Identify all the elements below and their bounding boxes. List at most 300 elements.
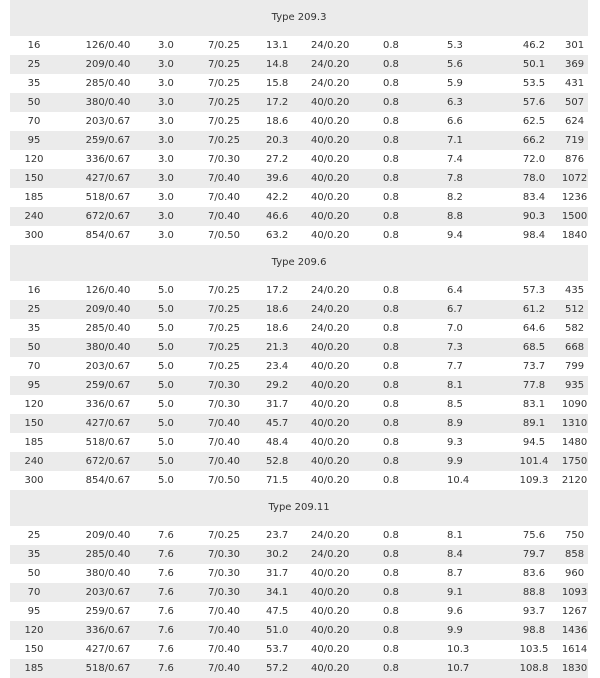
table-cell: 24/0.20 <box>311 545 383 564</box>
table-row <box>10 414 588 433</box>
table-cell: 336/0.67 <box>58 395 158 414</box>
table-cell: 240 <box>10 207 58 226</box>
table-cell: 6.6 <box>447 112 507 131</box>
table-cell: 582 <box>561 319 588 338</box>
table-cell: 7/0.40 <box>208 169 266 188</box>
table-row <box>10 376 588 395</box>
table-cell: 0.8 <box>383 226 447 245</box>
table-cell: 5.3 <box>447 36 507 55</box>
section-title: Type 209.6 <box>10 245 588 281</box>
table-cell: 70 <box>10 112 58 131</box>
table-cell: 3.0 <box>158 169 208 188</box>
table-cell: 10.4 <box>447 471 507 490</box>
table-cell: 95 <box>10 602 58 621</box>
table-cell: 15.8 <box>266 74 311 93</box>
table-row <box>10 640 588 659</box>
table-cell: 209/0.40 <box>58 526 158 545</box>
table-cell: 209/0.40 <box>58 300 158 319</box>
table-cell: 5.0 <box>158 452 208 471</box>
table-cell: 5.0 <box>158 433 208 452</box>
table-cell: 3.0 <box>158 112 208 131</box>
table-cell: 0.8 <box>383 112 447 131</box>
table-cell: 9.1 <box>447 583 507 602</box>
table-cell: 57.2 <box>266 659 311 678</box>
table-cell: 0.8 <box>383 131 447 150</box>
table-cell: 7.6 <box>158 640 208 659</box>
table-cell: 40/0.20 <box>311 207 383 226</box>
table-cell: 24/0.20 <box>311 319 383 338</box>
table-cell: 24/0.20 <box>311 281 383 300</box>
table-cell: 53.5 <box>507 74 561 93</box>
table-cell: 9.3 <box>447 433 507 452</box>
table-row <box>10 169 588 188</box>
table-cell: 935 <box>561 376 588 395</box>
table-cell: 0.8 <box>383 452 447 471</box>
table-cell: 0.8 <box>383 300 447 319</box>
table-cell: 7/0.40 <box>208 659 266 678</box>
table-cell: 23.7 <box>266 526 311 545</box>
table-cell: 7/0.40 <box>208 188 266 207</box>
table-cell: 40/0.20 <box>311 188 383 207</box>
table-cell: 24/0.20 <box>311 55 383 74</box>
section-title: Type 209.3 <box>10 0 588 36</box>
table-cell: 40/0.20 <box>311 621 383 640</box>
table-cell: 0.8 <box>383 395 447 414</box>
table-cell: 35 <box>10 74 58 93</box>
table-cell: 209/0.40 <box>58 55 158 74</box>
table-cell: 40/0.20 <box>311 338 383 357</box>
table-row <box>10 300 588 319</box>
table-cell: 40/0.20 <box>311 471 383 490</box>
table-cell: 203/0.67 <box>58 357 158 376</box>
table-cell: 0.8 <box>383 319 447 338</box>
section-header <box>10 490 588 526</box>
table-cell: 29.2 <box>266 376 311 395</box>
table-cell: 34.1 <box>266 583 311 602</box>
table-row <box>10 150 588 169</box>
table-cell: 435 <box>561 281 588 300</box>
table-cell: 8.9 <box>447 414 507 433</box>
table-row <box>10 112 588 131</box>
table-cell: 39.6 <box>266 169 311 188</box>
table-cell: 40/0.20 <box>311 169 383 188</box>
table-row <box>10 564 588 583</box>
table-cell: 380/0.40 <box>58 93 158 112</box>
table-cell: 83.1 <box>507 395 561 414</box>
table-cell: 799 <box>561 357 588 376</box>
table-body <box>10 0 588 678</box>
table-cell: 98.8 <box>507 621 561 640</box>
table-cell: 2120 <box>561 471 588 490</box>
table-cell: 10.7 <box>447 659 507 678</box>
table-cell: 25 <box>10 300 58 319</box>
table-cell: 68.5 <box>507 338 561 357</box>
table-cell: 876 <box>561 150 588 169</box>
table-cell: 7/0.30 <box>208 376 266 395</box>
table-cell: 7/0.25 <box>208 357 266 376</box>
table-row <box>10 207 588 226</box>
table-cell: 240 <box>10 452 58 471</box>
table-cell: 9.6 <box>447 602 507 621</box>
table-cell: 0.8 <box>383 433 447 452</box>
table-cell: 17.2 <box>266 281 311 300</box>
table-cell: 1236 <box>561 188 588 207</box>
table-cell: 40/0.20 <box>311 583 383 602</box>
table-cell: 25 <box>10 55 58 74</box>
table-cell: 672/0.67 <box>58 207 158 226</box>
table-cell: 8.1 <box>447 526 507 545</box>
table-cell: 35 <box>10 319 58 338</box>
table-cell: 10.3 <box>447 640 507 659</box>
table-row <box>10 226 588 245</box>
table-cell: 9.9 <box>447 452 507 471</box>
table-cell: 16 <box>10 36 58 55</box>
table-cell: 7.7 <box>447 357 507 376</box>
table-cell: 7/0.40 <box>208 621 266 640</box>
table-row <box>10 357 588 376</box>
table-row <box>10 395 588 414</box>
table-cell: 0.8 <box>383 640 447 659</box>
table-cell: 126/0.40 <box>58 36 158 55</box>
table-row <box>10 338 588 357</box>
table-cell: 3.0 <box>158 207 208 226</box>
table-cell: 108.8 <box>507 659 561 678</box>
table-cell: 57.3 <box>507 281 561 300</box>
table-cell: 71.5 <box>266 471 311 490</box>
section-header <box>10 0 588 36</box>
table-cell: 24/0.20 <box>311 300 383 319</box>
table-cell: 7/0.25 <box>208 281 266 300</box>
table-cell: 203/0.67 <box>58 583 158 602</box>
table-cell: 427/0.67 <box>58 414 158 433</box>
table-cell: 518/0.67 <box>58 188 158 207</box>
table-cell: 7/0.30 <box>208 150 266 169</box>
table-cell: 1093 <box>561 583 588 602</box>
table-cell: 0.8 <box>383 188 447 207</box>
table-cell: 14.8 <box>266 55 311 74</box>
table-cell: 24/0.20 <box>311 526 383 545</box>
table-cell: 0.8 <box>383 564 447 583</box>
table-cell: 0.8 <box>383 414 447 433</box>
table-cell: 5.0 <box>158 376 208 395</box>
table-cell: 53.7 <box>266 640 311 659</box>
table-cell: 46.6 <box>266 207 311 226</box>
table-cell: 336/0.67 <box>58 621 158 640</box>
table-cell: 5.9 <box>447 74 507 93</box>
table-cell: 518/0.67 <box>58 433 158 452</box>
table-cell: 31.7 <box>266 564 311 583</box>
table-cell: 7/0.25 <box>208 93 266 112</box>
table-cell: 1830 <box>561 659 588 678</box>
table-cell: 7/0.50 <box>208 226 266 245</box>
table-cell: 285/0.40 <box>58 74 158 93</box>
table-cell: 301 <box>561 36 588 55</box>
table-cell: 672/0.67 <box>58 452 158 471</box>
table-cell: 23.4 <box>266 357 311 376</box>
table-cell: 7.3 <box>447 338 507 357</box>
table-cell: 40/0.20 <box>311 433 383 452</box>
table-cell: 6.4 <box>447 281 507 300</box>
table-cell: 1840 <box>561 226 588 245</box>
table-cell: 259/0.67 <box>58 131 158 150</box>
table-cell: 0.8 <box>383 583 447 602</box>
table-cell: 40/0.20 <box>311 602 383 621</box>
table-cell: 1072 <box>561 169 588 188</box>
table-cell: 7.8 <box>447 169 507 188</box>
table-cell: 719 <box>561 131 588 150</box>
table-cell: 51.0 <box>266 621 311 640</box>
table-cell: 7/0.25 <box>208 131 266 150</box>
table-cell: 8.1 <box>447 376 507 395</box>
table-cell: 25 <box>10 526 58 545</box>
table-cell: 93.7 <box>507 602 561 621</box>
table-cell: 185 <box>10 659 58 678</box>
table-row <box>10 659 588 678</box>
table-cell: 52.8 <box>266 452 311 471</box>
table-cell: 98.4 <box>507 226 561 245</box>
table-cell: 0.8 <box>383 659 447 678</box>
table-cell: 9.9 <box>447 621 507 640</box>
table-cell: 46.2 <box>507 36 561 55</box>
table-cell: 7.6 <box>158 526 208 545</box>
table-cell: 18.6 <box>266 319 311 338</box>
table-cell: 0.8 <box>383 621 447 640</box>
table-cell: 0.8 <box>383 338 447 357</box>
table-cell: 7/0.30 <box>208 564 266 583</box>
table-cell: 259/0.67 <box>58 602 158 621</box>
table-cell: 427/0.67 <box>58 640 158 659</box>
table-cell: 431 <box>561 74 588 93</box>
table-row <box>10 131 588 150</box>
table-cell: 3.0 <box>158 74 208 93</box>
table-cell: 0.8 <box>383 526 447 545</box>
table-cell: 8.8 <box>447 207 507 226</box>
table-cell: 7/0.25 <box>208 36 266 55</box>
table-cell: 7/0.30 <box>208 583 266 602</box>
table-cell: 50.1 <box>507 55 561 74</box>
table-cell: 13.1 <box>266 36 311 55</box>
table-cell: 7.6 <box>158 602 208 621</box>
table-cell: 24/0.20 <box>311 36 383 55</box>
table-row <box>10 55 588 74</box>
table-cell: 8.4 <box>447 545 507 564</box>
table-cell: 95 <box>10 131 58 150</box>
table-cell: 5.0 <box>158 357 208 376</box>
table-cell: 7/0.25 <box>208 112 266 131</box>
table-cell: 854/0.67 <box>58 471 158 490</box>
table-cell: 1267 <box>561 602 588 621</box>
table-cell: 0.8 <box>383 36 447 55</box>
table-cell: 40/0.20 <box>311 659 383 678</box>
table-cell: 7.1 <box>447 131 507 150</box>
table-cell: 75.6 <box>507 526 561 545</box>
table-cell: 336/0.67 <box>58 150 158 169</box>
table-cell: 624 <box>561 112 588 131</box>
table-cell: 64.6 <box>507 319 561 338</box>
table-cell: 94.5 <box>507 433 561 452</box>
table-row <box>10 319 588 338</box>
table-cell: 5.0 <box>158 414 208 433</box>
table-cell: 5.0 <box>158 319 208 338</box>
table-cell: 960 <box>561 564 588 583</box>
table-cell: 7/0.40 <box>208 414 266 433</box>
table-cell: 0.8 <box>383 150 447 169</box>
table-cell: 8.7 <box>447 564 507 583</box>
table-cell: 103.5 <box>507 640 561 659</box>
table-cell: 40/0.20 <box>311 93 383 112</box>
table-cell: 18.6 <box>266 112 311 131</box>
table-cell: 854/0.67 <box>58 226 158 245</box>
table-cell: 0.8 <box>383 207 447 226</box>
table-cell: 7.6 <box>158 583 208 602</box>
table-cell: 66.2 <box>507 131 561 150</box>
table-cell: 5.0 <box>158 395 208 414</box>
table-cell: 150 <box>10 640 58 659</box>
table-cell: 3.0 <box>158 131 208 150</box>
table-cell: 285/0.40 <box>58 319 158 338</box>
table-cell: 78.0 <box>507 169 561 188</box>
section-title: Type 209.11 <box>10 490 588 526</box>
table-cell: 40/0.20 <box>311 150 383 169</box>
table-cell: 7/0.50 <box>208 471 266 490</box>
table-cell: 5.0 <box>158 281 208 300</box>
table-cell: 83.6 <box>507 564 561 583</box>
table-cell: 518/0.67 <box>58 659 158 678</box>
table-cell: 507 <box>561 93 588 112</box>
table-cell: 7/0.25 <box>208 55 266 74</box>
table-cell: 88.8 <box>507 583 561 602</box>
table-cell: 7.6 <box>158 621 208 640</box>
table-cell: 83.4 <box>507 188 561 207</box>
table-row <box>10 526 588 545</box>
table-cell: 79.7 <box>507 545 561 564</box>
table-cell: 6.3 <box>447 93 507 112</box>
table-cell: 7.0 <box>447 319 507 338</box>
table-cell: 31.7 <box>266 395 311 414</box>
table-row <box>10 188 588 207</box>
table-row <box>10 471 588 490</box>
table-cell: 50 <box>10 93 58 112</box>
table-cell: 77.8 <box>507 376 561 395</box>
table-cell: 50 <box>10 338 58 357</box>
table-cell: 73.7 <box>507 357 561 376</box>
table-cell: 61.2 <box>507 300 561 319</box>
table-cell: 95 <box>10 376 58 395</box>
table-cell: 0.8 <box>383 471 447 490</box>
table-cell: 50 <box>10 564 58 583</box>
table-cell: 3.0 <box>158 188 208 207</box>
table-cell: 40/0.20 <box>311 226 383 245</box>
table-cell: 63.2 <box>266 226 311 245</box>
table-cell: 203/0.67 <box>58 112 158 131</box>
table-cell: 6.7 <box>447 300 507 319</box>
table-cell: 40/0.20 <box>311 112 383 131</box>
table-cell: 1500 <box>561 207 588 226</box>
table-cell: 7.6 <box>158 659 208 678</box>
table-cell: 7/0.40 <box>208 207 266 226</box>
table-cell: 1750 <box>561 452 588 471</box>
table-cell: 0.8 <box>383 281 447 300</box>
table-row <box>10 74 588 93</box>
table-cell: 3.0 <box>158 226 208 245</box>
table-cell: 427/0.67 <box>58 169 158 188</box>
table-cell: 7/0.40 <box>208 602 266 621</box>
table-cell: 70 <box>10 583 58 602</box>
table-cell: 40/0.20 <box>311 395 383 414</box>
table-cell: 7/0.25 <box>208 74 266 93</box>
table-row <box>10 583 588 602</box>
table-cell: 40/0.20 <box>311 414 383 433</box>
table-cell: 0.8 <box>383 376 447 395</box>
table-cell: 1614 <box>561 640 588 659</box>
table-cell: 101.4 <box>507 452 561 471</box>
table-row <box>10 36 588 55</box>
table-cell: 21.3 <box>266 338 311 357</box>
table-cell: 62.5 <box>507 112 561 131</box>
table-cell: 3.0 <box>158 36 208 55</box>
table-cell: 300 <box>10 226 58 245</box>
table-cell: 3.0 <box>158 150 208 169</box>
table-cell: 185 <box>10 188 58 207</box>
table-cell: 3.0 <box>158 55 208 74</box>
table-cell: 16 <box>10 281 58 300</box>
table-cell: 7.6 <box>158 545 208 564</box>
table-cell: 185 <box>10 433 58 452</box>
table-cell: 7/0.40 <box>208 452 266 471</box>
table-cell: 120 <box>10 395 58 414</box>
table-cell: 7/0.25 <box>208 338 266 357</box>
table-cell: 5.0 <box>158 300 208 319</box>
table-cell: 20.3 <box>266 131 311 150</box>
table-cell: 858 <box>561 545 588 564</box>
table-cell: 40/0.20 <box>311 131 383 150</box>
table-cell: 1436 <box>561 621 588 640</box>
table-cell: 9.4 <box>447 226 507 245</box>
table-row <box>10 545 588 564</box>
table-cell: 1310 <box>561 414 588 433</box>
table-cell: 1090 <box>561 395 588 414</box>
table-cell: 35 <box>10 545 58 564</box>
table-cell: 17.2 <box>266 93 311 112</box>
table-cell: 90.3 <box>507 207 561 226</box>
table-cell: 40/0.20 <box>311 357 383 376</box>
table-cell: 27.2 <box>266 150 311 169</box>
table-cell: 40/0.20 <box>311 452 383 471</box>
table-cell: 0.8 <box>383 545 447 564</box>
table-cell: 120 <box>10 150 58 169</box>
table-cell: 150 <box>10 169 58 188</box>
table-cell: 8.2 <box>447 188 507 207</box>
table-cell: 7/0.40 <box>208 640 266 659</box>
table-cell: 24/0.20 <box>311 74 383 93</box>
table-cell: 7.4 <box>447 150 507 169</box>
table-cell: 72.0 <box>507 150 561 169</box>
table-cell: 18.6 <box>266 300 311 319</box>
table-cell: 57.6 <box>507 93 561 112</box>
table-cell: 40/0.20 <box>311 376 383 395</box>
table-cell: 7/0.25 <box>208 526 266 545</box>
table-cell: 668 <box>561 338 588 357</box>
table-cell: 369 <box>561 55 588 74</box>
table-cell: 300 <box>10 471 58 490</box>
table-cell: 47.5 <box>266 602 311 621</box>
table-cell: 285/0.40 <box>58 545 158 564</box>
table-cell: 380/0.40 <box>58 338 158 357</box>
table-cell: 109.3 <box>507 471 561 490</box>
table-cell: 7/0.40 <box>208 433 266 452</box>
table-cell: 7.6 <box>158 564 208 583</box>
table-cell: 120 <box>10 621 58 640</box>
